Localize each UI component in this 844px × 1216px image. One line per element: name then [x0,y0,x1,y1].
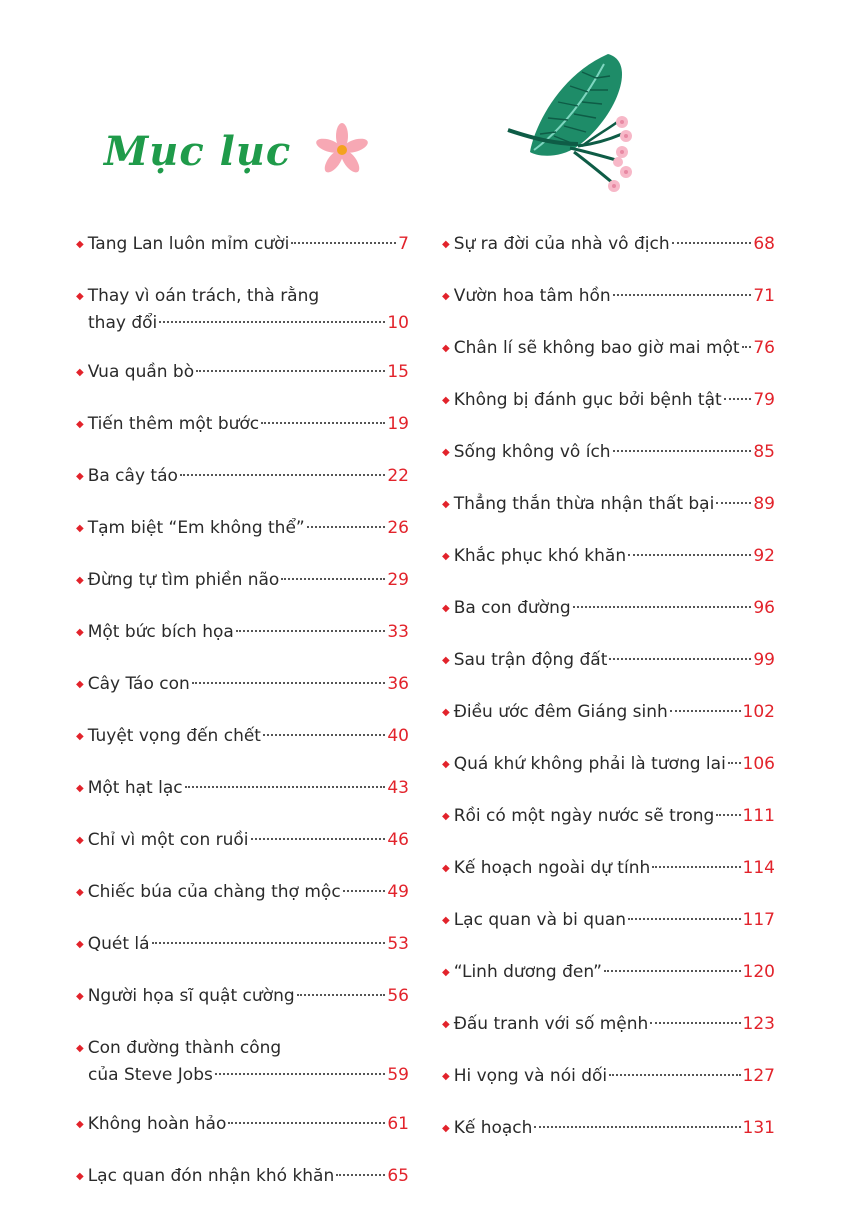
toc-entry-title: Rồi có một ngày nước sẽ trong [453,806,715,826]
toc-entry[interactable] [442,1012,775,1039]
bullet-icon: ◆ [442,863,450,874]
bullet-icon: ◆ [442,447,450,458]
toc-entry-title: Điều ước đêm Giáng sinh [453,702,668,722]
toc-entry[interactable] [76,932,409,959]
toc-entry-title: Thẳng thắn thừa nhận thất bại [453,494,715,514]
toc-entry-page: 120 [742,962,775,982]
toc-entry[interactable] [76,412,409,439]
dot-leader [628,918,740,920]
toc-entry-title: Kế hoạch [453,1118,533,1138]
bullet-icon: ◆ [76,419,84,430]
toc-entry-page: 123 [742,1014,775,1034]
toc-entry-page: 85 [753,442,775,462]
toc-entry[interactable] [442,440,775,467]
bullet-icon: ◆ [76,1171,84,1182]
toc-entry-title: Sự ra đời của nhà vô địch [453,234,670,254]
toc-entry-page: 131 [742,1118,775,1138]
bullet-icon: ◆ [76,939,84,950]
toc-entry-page: 19 [387,414,409,434]
bullet-icon: ◆ [76,783,84,794]
toc-entry-title: Một hạt lạc [87,778,183,798]
toc-entry[interactable] [76,1036,409,1087]
bullet-icon: ◆ [442,1123,450,1134]
bullet-icon: ◆ [442,967,450,978]
toc-entry-title: Kế hoạch ngoài dự tính [453,858,651,878]
toc-entry[interactable] [442,1116,775,1143]
toc-entry[interactable] [442,544,775,571]
leaf-branch-icon [498,48,658,200]
toc-entry-title: Khắc phục khó khăn [453,546,627,566]
toc-entry-page: 76 [753,338,775,358]
dot-leader [236,630,386,632]
toc-entry-title: Không hoàn hảo [87,1114,227,1134]
toc-entry-page: 102 [742,702,775,722]
toc-entry-title: Chỉ vì một con ruồi [87,830,249,850]
dot-leader [228,1122,385,1124]
toc-entry-page: 65 [387,1166,409,1186]
bullet-icon: ◆ [442,603,450,614]
dot-leader [609,658,751,660]
toc-entry[interactable] [442,960,775,987]
dot-leader [159,321,385,323]
bullet-icon: ◆ [76,991,84,1002]
toc-entry-title: Chân lí sẽ không bao giờ mai một [453,338,740,358]
dot-leader [185,786,386,788]
dot-leader [604,970,741,972]
toc-entry-page: 49 [387,882,409,902]
dot-leader [192,682,386,684]
toc-entry-title: Lạc quan đón nhận khó khăn [87,1166,335,1186]
toc-entry[interactable] [442,388,775,415]
toc-entry-title: Ba con đường [453,598,571,618]
toc-entry-title: thay đổi [88,313,158,333]
toc-entry-page: 26 [387,518,409,538]
toc-entry-title: Ba cây táo [87,466,178,486]
toc-entry-title: Thay vì oán trách, thà rằng [87,286,320,306]
toc-entry[interactable] [442,908,775,935]
toc-entry-title: Tiến thêm một bước [87,414,260,434]
bullet-icon: ◆ [76,835,84,846]
toc-entry-page: 29 [387,570,409,590]
dot-leader [670,710,741,712]
toc-entry-title: Sau trận động đất [453,650,608,670]
toc-entry-page: 10 [387,313,409,333]
toc-entry-page: 106 [742,754,775,774]
toc-entry-title: Quá khứ không phải là tương lai [453,754,726,774]
dot-leader [534,1126,740,1128]
toc-entry-page: 92 [753,546,775,566]
page-title: Mục lục [104,128,292,175]
bullet-icon: ◆ [76,1043,84,1054]
bullet-icon: ◆ [442,759,450,770]
toc-entry-page: 96 [753,598,775,618]
dot-leader [724,398,752,400]
dot-leader [613,450,752,452]
dot-leader [180,474,385,476]
bullet-icon: ◆ [76,627,84,638]
toc-entry-page: 111 [742,806,775,826]
dot-leader [652,866,740,868]
toc-entry[interactable] [76,516,409,543]
toc-entry-page: 43 [387,778,409,798]
toc-entry[interactable] [76,232,409,259]
dot-leader [196,370,385,372]
toc-entry-page: 61 [387,1114,409,1134]
dot-leader [672,242,752,244]
toc-entry-title: Tuyệt vọng đến chết [87,726,261,746]
dot-leader [728,762,741,764]
toc-entry-page: 68 [753,234,775,254]
bullet-icon: ◆ [442,707,450,718]
dot-leader [716,814,740,816]
toc-entry-title: Tạm biệt “Em không thể” [87,518,305,538]
toc-entry[interactable] [442,284,775,311]
bullet-icon: ◆ [442,655,450,666]
bullet-icon: ◆ [76,239,84,250]
bullet-icon: ◆ [76,575,84,586]
toc-entry-title: Vườn hoa tâm hồn [453,286,611,306]
dot-leader [343,890,386,892]
toc-entry-title: Đừng tự tìm phiền não [87,570,280,590]
dot-leader [613,294,752,296]
toc-entry[interactable] [442,336,775,363]
bullet-icon: ◆ [76,291,84,302]
toc-entry-page: 79 [753,390,775,410]
toc-entry-title: Con đường thành công [87,1038,282,1058]
toc-entry[interactable] [442,232,775,259]
toc-entry[interactable] [442,804,775,831]
dot-leader [263,734,385,736]
toc-entry-title: Người họa sĩ quật cường [87,986,295,1006]
toc-entry-page: 46 [387,830,409,850]
bullet-icon: ◆ [76,471,84,482]
toc-entry-page: 36 [387,674,409,694]
toc-entry-page: 114 [742,858,775,878]
bullet-icon: ◆ [76,887,84,898]
toc-entry[interactable] [76,464,409,491]
toc-entry-title: Hi vọng và nói dối [453,1066,608,1086]
dot-leader [742,346,752,348]
toc-entry[interactable] [76,1112,409,1139]
toc-entry-page: 99 [753,650,775,670]
toc-entry[interactable] [76,776,409,803]
toc-entry-title: Lạc quan và bi quan [453,910,627,930]
toc-entry-page: 22 [387,466,409,486]
bullet-icon: ◆ [76,1119,84,1130]
bullet-icon: ◆ [76,523,84,534]
toc-entry-page: 7 [398,234,409,254]
toc-entry[interactable] [76,1164,409,1191]
toc-entry-title: của Steve Jobs [88,1065,213,1085]
dot-leader [716,502,751,504]
bullet-icon: ◆ [76,731,84,742]
dot-leader [628,554,751,556]
toc-entry-title: Không bị đánh gục bởi bệnh tật [453,390,722,410]
toc-entry[interactable] [76,620,409,647]
toc-left-column [76,232,409,1216]
dot-leader [609,1074,740,1076]
toc-entry[interactable] [76,828,409,855]
bullet-icon: ◆ [442,915,450,926]
toc-entry-title: Một bức bích họa [87,622,234,642]
toc-entry-title: Cây Táo con [87,674,190,694]
toc-entry[interactable] [76,984,409,1011]
toc-entry-page: 117 [742,910,775,930]
toc-entry[interactable] [76,880,409,907]
toc-entry-page: 33 [387,622,409,642]
toc-entry-title: Sống không vô ích [453,442,611,462]
toc-entry[interactable] [76,284,409,335]
toc-entry[interactable] [442,700,775,727]
bullet-icon: ◆ [442,551,450,562]
toc-entry[interactable] [76,672,409,699]
toc-entry-page: 89 [753,494,775,514]
toc-entry-title: Vua quần bò [87,362,195,382]
dot-leader [152,942,386,944]
bullet-icon: ◆ [442,239,450,250]
dot-leader [215,1073,386,1075]
toc-entry[interactable] [76,724,409,751]
bullet-icon: ◆ [442,499,450,510]
toc-entry-page: 53 [387,934,409,954]
toc-entry-page: 40 [387,726,409,746]
bullet-icon: ◆ [442,1071,450,1082]
toc-right-column [442,232,775,1168]
bullet-icon: ◆ [442,1019,450,1030]
dot-leader [297,994,386,996]
toc-entry[interactable] [442,752,775,779]
toc-entry-title: Quét lá [87,934,150,954]
toc-entry[interactable] [442,856,775,883]
bullet-icon: ◆ [442,343,450,354]
toc-entry[interactable] [442,1064,775,1091]
bullet-icon: ◆ [442,395,450,406]
dot-leader [281,578,385,580]
toc-entry-page: 71 [753,286,775,306]
bullet-icon: ◆ [76,679,84,690]
bullet-icon: ◆ [442,291,450,302]
dot-leader [307,526,386,528]
bullet-icon: ◆ [442,811,450,822]
flower-icon [312,120,372,180]
toc-entry-title: “Linh dương đen” [453,962,602,982]
toc-entry-title: Đấu tranh với số mệnh [453,1014,649,1034]
dot-leader [261,422,385,424]
toc-entry[interactable] [442,648,775,675]
toc-entry-title: Chiếc búa của chàng thợ mộc [87,882,341,902]
dot-leader [336,1174,385,1176]
dot-leader [251,838,386,840]
toc-entry-title: Tang Lan luôn mỉm cười [87,234,290,254]
toc-entry-page: 127 [742,1066,775,1086]
toc-entry[interactable] [442,596,775,623]
bullet-icon: ◆ [76,367,84,378]
dot-leader [291,242,396,244]
dot-leader [650,1022,740,1024]
toc-entry-page: 15 [387,362,409,382]
toc-entry[interactable] [76,568,409,595]
toc-entry[interactable] [442,492,775,519]
toc-entry[interactable] [76,360,409,387]
toc-entry-page: 56 [387,986,409,1006]
toc-entry-page: 59 [387,1065,409,1085]
dot-leader [573,606,752,608]
